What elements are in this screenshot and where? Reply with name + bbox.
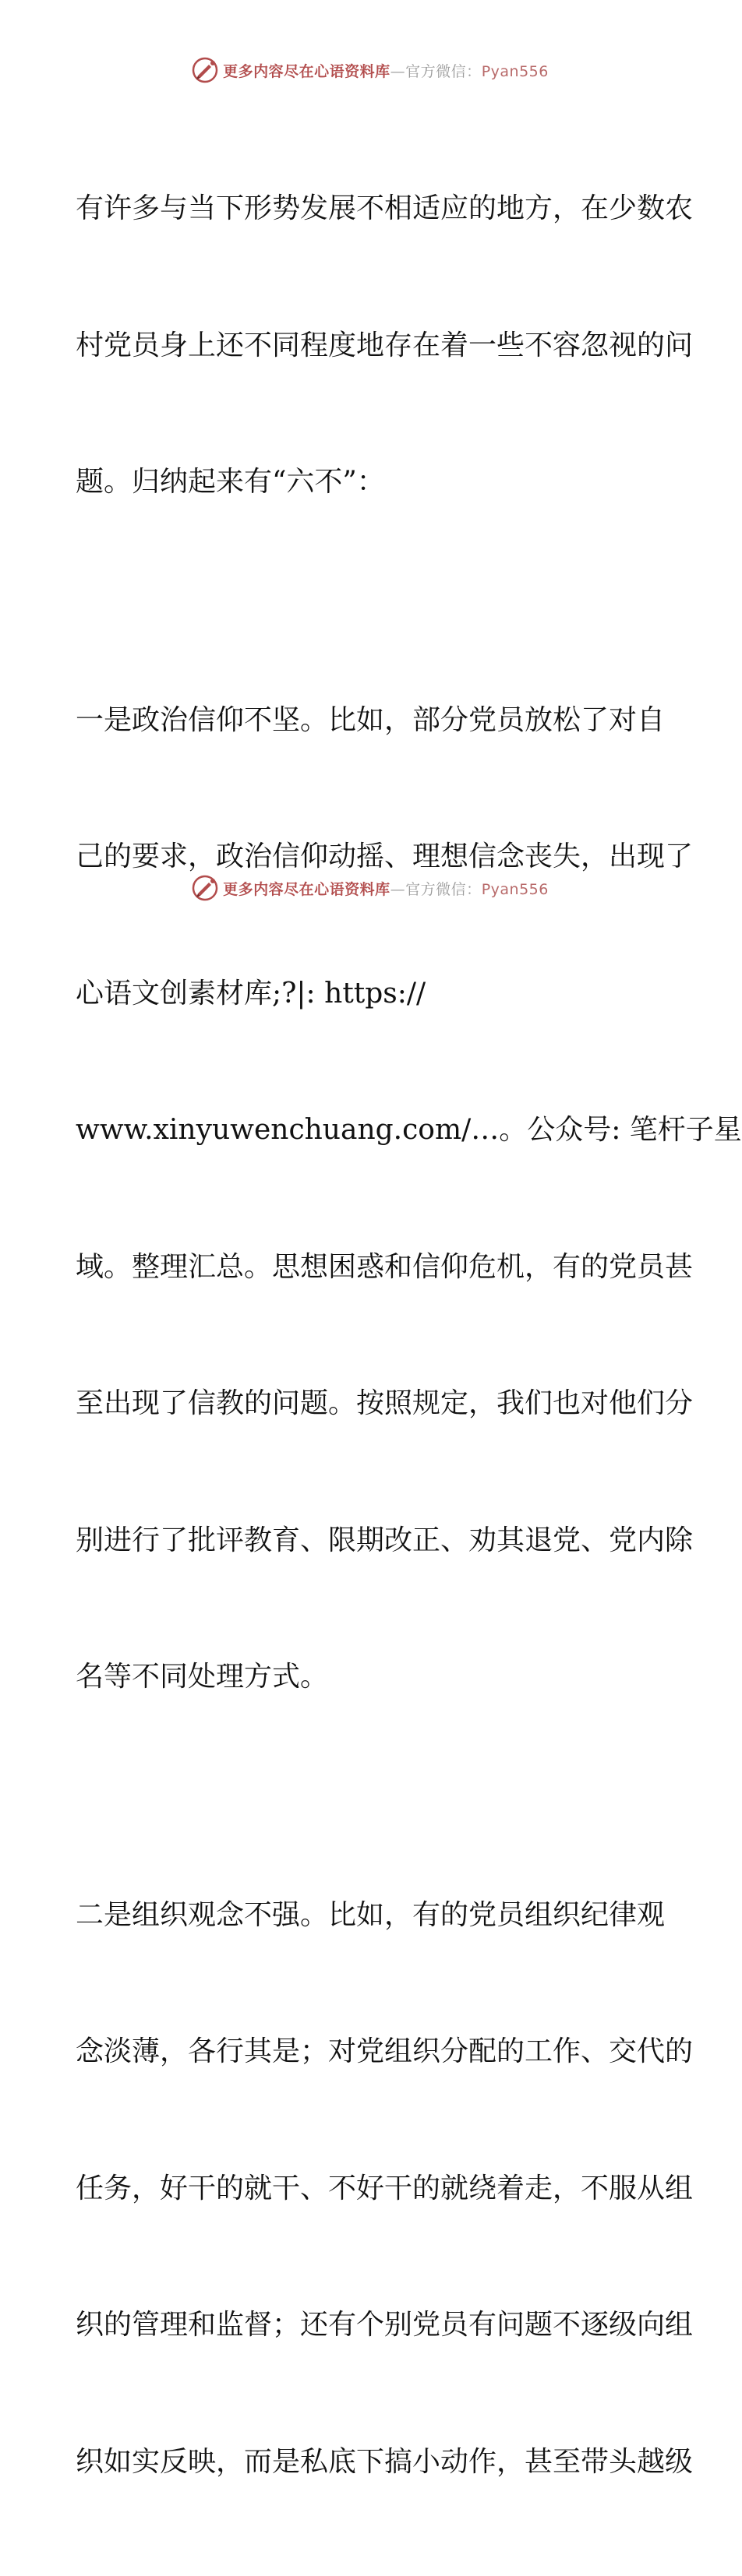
- text-line: 念淡薄，各行其是；对党组织分配的工作、交代的: [76, 2029, 668, 2075]
- text-line: 织如实反映，而是私底下搞小动作，甚至带头越级: [76, 2440, 668, 2486]
- text-line: 至出现了信教的问题。按照规定，我们也对他们分: [76, 1381, 668, 1427]
- paragraph-political-belief: [76, 607, 668, 1792]
- text-line: 织的管理和监督；还有个别党员有问题不逐级向组: [76, 2303, 668, 2349]
- text-line: 名等不同处理方式。: [76, 1654, 668, 1700]
- pen-logo-icon: [192, 57, 218, 83]
- text-line: 心语文创素材库;?|: https://: [76, 971, 668, 1017]
- text-line: 村党员身上还不同程度地存在着一些不容忽视的问: [76, 323, 668, 369]
- text-line: 任务，好干的就干、不好干的就绕着走，不服从组: [76, 2166, 668, 2212]
- text-line: 别进行了批评教育、限期改正、劝其退党、党内除: [76, 1518, 668, 1564]
- header-banner-text: 更多内容尽在心语资料库—官方微信：Pyan556: [223, 60, 549, 81]
- text-line: 己的要求，政治信仰动摇、理想信念丧失，出现了: [76, 834, 668, 880]
- text-line: www.xinyuwenchuang.com/…。公众号: 笔杆子星: [76, 1108, 668, 1154]
- page-footer-banner: [0, 872, 740, 904]
- text-line: 有许多与当下形势发展不相适应的地方，在少数农: [76, 186, 668, 232]
- pen-logo-icon: [192, 875, 218, 901]
- text-line: 题。归纳起来有“六不”：: [76, 460, 668, 506]
- footer-banner-text: 更多内容尽在心语资料库—官方微信：Pyan556: [223, 878, 549, 899]
- paragraph-intro: [76, 95, 668, 597]
- text-line: 域。整理汇总。思想困惑和信仰危机，有的党员甚: [76, 1245, 668, 1291]
- document-body: [76, 95, 668, 2576]
- page-header-banner: [0, 55, 740, 86]
- paragraph-organization: [76, 1802, 668, 2576]
- text-line: 二是组织观念不强。比如，有的党员组织纪律观: [76, 1893, 668, 1939]
- text-line: 一是政治信仰不坚。比如，部分党员放松了对自: [76, 698, 668, 744]
